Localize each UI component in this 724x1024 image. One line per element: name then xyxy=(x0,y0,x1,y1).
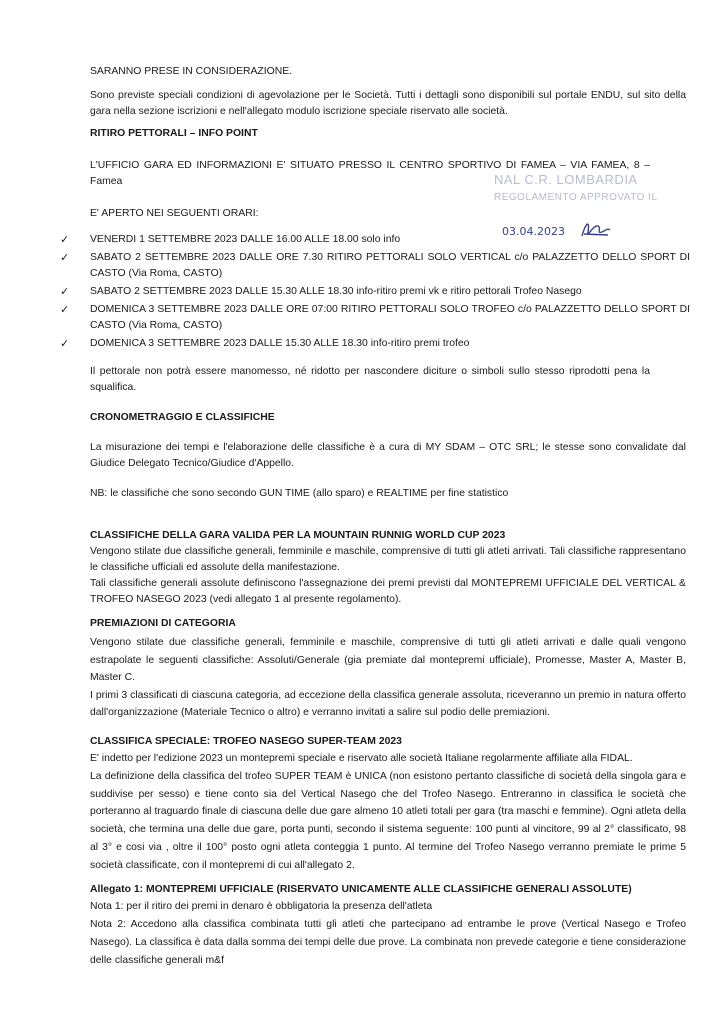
list-item xyxy=(60,302,690,334)
pettorale-paragraph xyxy=(90,364,650,396)
check-icon: ✓ xyxy=(60,233,70,246)
super-team-section xyxy=(90,734,686,875)
classifiche-paragraph: Vengono stilate due classifiche generali, femminile e maschile, comprensive di tutti gli atleti arrivati. Tali classifiche rappresentano le classifiche ufficiali ed assolute della manifestazione. xyxy=(90,546,686,573)
intro-paragraph: Sono previste speciali condizioni di agevolazione per le Società. Tutti i dettagli sono disponibili sul portale ENDU, sul sito della gara nella sezione iscrizioni e nell'allegato modulo iscrizione speciale riservato alle società. xyxy=(90,90,686,117)
premiazioni-paragraph: Vengono stilate due classifiche generali, femminile e maschile, comprensive di tutti gli atleti arrivati e dalle quali vengono estrapolate le seguenti classifiche: Assoluti/Generale (gia premiate dal montepremi ufficiale), Promesse, Master A, Master B, Master C. xyxy=(90,637,686,683)
section-heading: RITIRO PETTORALI – INFO POINT xyxy=(90,128,258,139)
section-heading: PREMIAZIONI DI CATEGORIA xyxy=(90,618,236,629)
check-icon: ✓ xyxy=(60,337,70,350)
section-heading: CLASSIFICHE DELLA GARA VALIDA PER LA MOUNTAIN RUNNIG WORLD CUP 2023 xyxy=(90,530,506,541)
premiazioni-paragraph: I primi 3 classificati di ciascuna categoria, ad eccezione della classifica generale assoluta, riceveranno un premio in natura offerto dall'organizzazione (Materiale Tecnico o altro) e verranno invitati a salire sul podio delle premiazioni. xyxy=(90,689,686,718)
classifiche-paragraph: Tali classifiche generali assolute definiscono l'assegnazione dei premi previsti dal MONTEPREMI UFFICIALE DEL VERTICAL & TROFEO NASEGO 2023 (vedi allegato 1 al presente regolamento). xyxy=(90,578,686,605)
allegato-note-1: Nota 1: per il ritiro dei premi in denaro è obbligatoria la presenza dell'atleta xyxy=(90,901,433,912)
crono-section xyxy=(90,410,686,502)
check-icon: ✓ xyxy=(60,251,70,264)
stamp-line-1: NAL C.R. LOMBARDIA xyxy=(494,172,638,187)
check-icon: ✓ xyxy=(60,303,70,316)
list-item xyxy=(60,250,690,282)
list-item-text: DOMENICA 3 SETTEMBRE 2023 DALLE 15.30 ALLE 18.30 info-ritiro premi trofeo xyxy=(90,338,470,349)
intro-section xyxy=(90,64,686,120)
stamp-date: 03.04.2023 xyxy=(502,225,565,238)
check-icon: ✓ xyxy=(60,285,70,298)
crono-note: NB: le classifiche che sono secondo GUN TIME (allo sparo) e REALTIME per fine statistico xyxy=(90,488,509,499)
ritiro-heading xyxy=(90,126,686,142)
list-item-text: DOMENICA 3 SETTEMBRE 2023 DALLE ORE 07:00 RITIRO PETTORALI SOLO TROFEO c/o PALAZZETTO DELLO SPORT DI CASTO (Via Roma, CASTO) xyxy=(90,304,690,331)
section-heading: CRONOMETRAGGIO E CLASSIFICHE xyxy=(90,412,275,423)
list-item-text: VENERDI 1 SETTEMBRE 2023 DALLE 16.00 ALLE 18.00 solo info xyxy=(90,234,401,245)
super-team-paragraph: La definizione della classifica del trofeo SUPER TEAM è UNICA (non esistono pertanto classifiche di società della singola gara e suddivise per sesso) e tiene conto sia del Vertical Nasego che del Trofeo Nasego. Entreranno in classifica le società che porteranno al traguardo finale di ciascuna delle due gare almeno 10 atleti totali per gara (tra maschi e femmine). Ogni atleta della società, che termina una delle due gare, porta punti, secondo il sistema seguente: 100 punti al vincitore, 99 al 2° classificato, 98 al 3° e cosi via , oltre il 100° posto ogni atleta conteggia 1 punto. Al termine del Trofeo Nasego verranno premiate le prime 5 società classificate, con il montepremi di cui all'allegato 2. xyxy=(90,770,686,871)
stamp-line-2: REGOLAMENTO APPROVATO IL xyxy=(494,192,658,203)
office-text: L'UFFICIO GARA ED INFORMAZIONI E' SITUATO PRESSO IL CENTRO SPORTIVO DI FAMEA – VIA FAMEA, 8 – Famea xyxy=(90,160,650,187)
super-team-paragraph: E' indetto per l'edizione 2023 un montepremi speciale e riservato alle società Italiane regolarmente affiliate alla FIDAL. xyxy=(90,753,633,764)
list-item xyxy=(60,336,690,352)
intro-line: SARANNO PRESE IN CONSIDERAZIONE. xyxy=(90,66,293,77)
list-item-text: SABATO 2 SETTEMBRE 2023 DALLE ORE 7.30 RITIRO PETTORALI SOLO VERTICAL c/o PALAZZETTO DELLO SPORT DI CASTO (Via Roma, CASTO) xyxy=(90,252,690,279)
allegato-section xyxy=(90,882,686,970)
pettorale-text: Il pettorale non potrà essere manomesso, né ridotto per nascondere diciture o simboli sullo stesso riprodotti pena la squalifica. xyxy=(90,366,650,393)
orari-list xyxy=(60,232,690,352)
premiazioni-section xyxy=(90,616,686,722)
section-heading: CLASSIFICA SPECIALE: TROFEO NASEGO SUPER-TEAM 2023 xyxy=(90,736,402,747)
classifiche-wc-section xyxy=(90,528,686,608)
orari-text: E' APERTO NEI SEGUENTI ORARI: xyxy=(90,208,259,219)
allegato-note-2: Nota 2: Accedono alla classifica combinata tutti gli atleti che partecipano ad entrambe le prove (Vertical Nasego e Trofeo Nasego). La classifica è data dalla somma dei tempi delle due prove. La combinata non prevede categorie e tiene considerazione delle classifiche generali m&f xyxy=(90,919,686,966)
list-item-text: SABATO 2 SETTEMBRE 2023 DALLE 15.30 ALLE 18.30 info-ritiro premi vk e ritiro pettorali Trofeo Nasego xyxy=(90,286,582,297)
list-item xyxy=(60,232,690,248)
section-heading: Allegato 1: MONTEPREMI UFFICIALE (RISERVATO UNICAMENTE ALLE CLASSIFICHE GENERALI ASSOLUTE) xyxy=(90,884,632,895)
crono-paragraph: La misurazione dei tempi e l'elaborazione delle classifiche è a cura di MY SDAM – OTC SRL; le stesse sono convalidate dal Giudice Delegato Tecnico/Giudice d'Appello. xyxy=(90,442,686,469)
list-item xyxy=(60,284,690,300)
